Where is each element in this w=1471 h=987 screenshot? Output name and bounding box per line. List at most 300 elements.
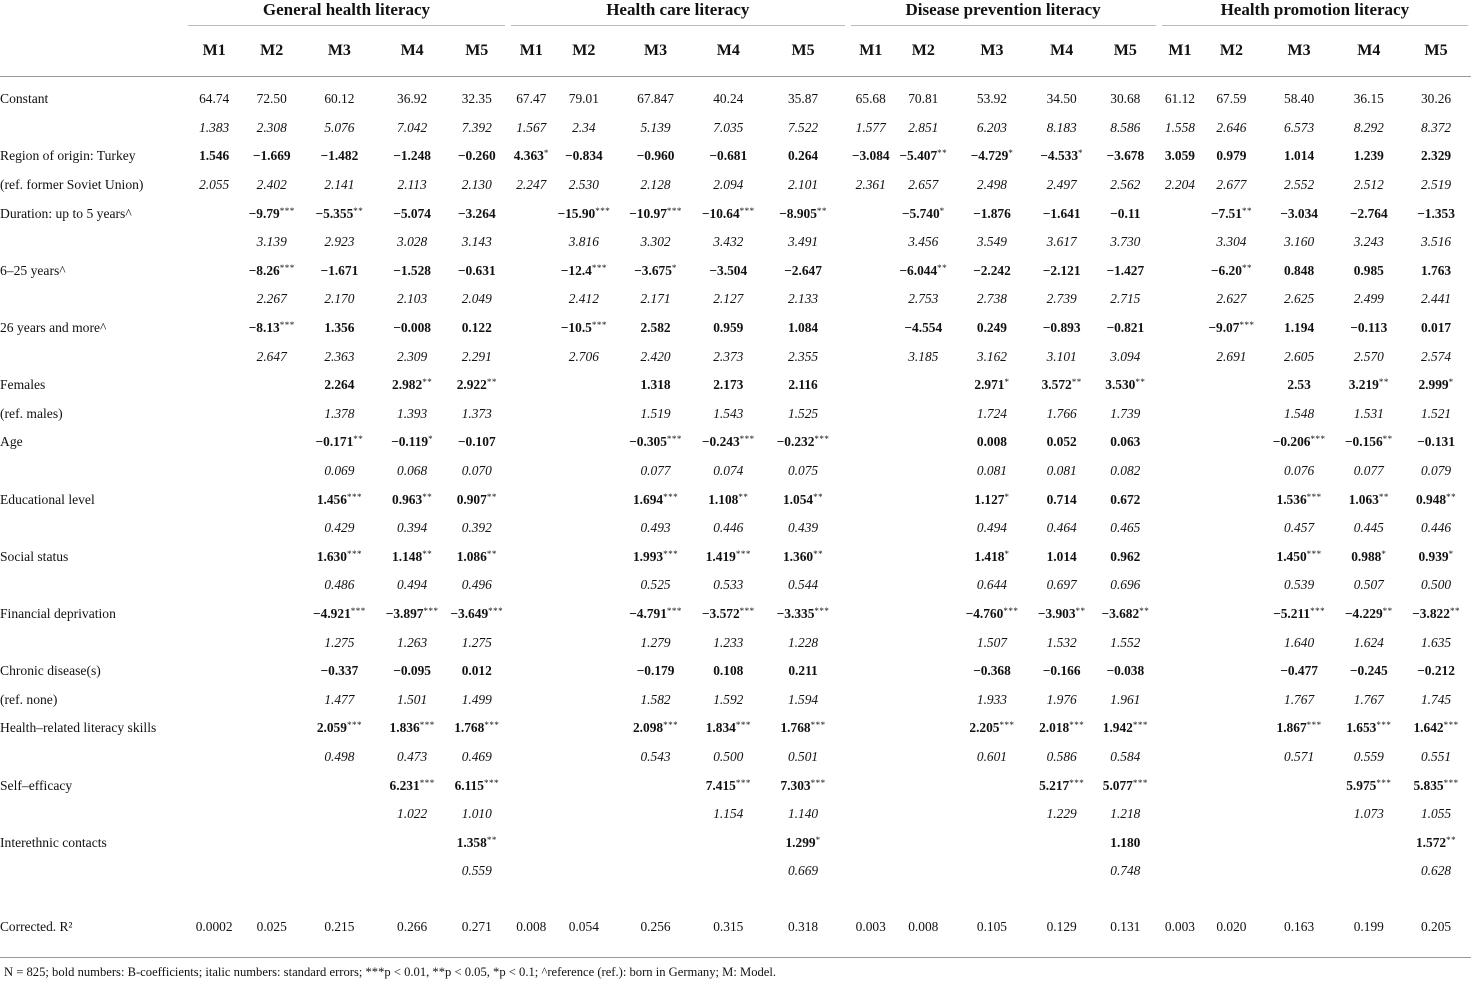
table-cell [1336, 314, 1401, 343]
cell-value: −2.647 [784, 262, 822, 278]
row-label [0, 514, 185, 543]
row-label: Duration: up to 5 years^ [0, 205, 132, 221]
row-label: 26 years and more^ [0, 320, 107, 336]
table-cell [1336, 142, 1401, 171]
table-cell [698, 199, 759, 228]
cell-value: −0.305 [629, 434, 667, 450]
corrected-r2-value: 0.131 [1110, 918, 1141, 934]
table-cell [243, 428, 300, 457]
table-cell [508, 600, 554, 629]
table-cell [894, 485, 953, 514]
cell-value: 0.672 [1110, 491, 1141, 507]
table-cell [1262, 314, 1337, 343]
table-cell [1092, 800, 1159, 829]
table-row-coefficients [0, 85, 1471, 114]
table-cell [379, 743, 446, 772]
cell-value: 6.203 [976, 119, 1008, 135]
table-cell [759, 771, 848, 800]
cell-value: 5.975 [1346, 777, 1377, 793]
corrected-r2-value: 0.256 [640, 918, 671, 934]
significance-stars: *** [1306, 548, 1322, 559]
table-cell [379, 257, 446, 286]
cell-value: 2.113 [397, 177, 427, 193]
cell-value: −0.206 [1272, 434, 1311, 450]
table-cell [613, 228, 698, 257]
table-cell [1262, 743, 1337, 772]
table-cell [1262, 828, 1337, 857]
table-cell [1159, 628, 1201, 657]
table-cell [508, 457, 554, 486]
table-cell [848, 800, 894, 829]
corrected-r2-value: 0.199 [1353, 918, 1384, 934]
cell-value: 8.292 [1353, 119, 1384, 135]
table-cell [1201, 800, 1262, 829]
table-cell [555, 457, 614, 486]
cell-value: −1.876 [973, 205, 1011, 221]
cell-value: 1.933 [976, 691, 1008, 707]
cell-value: 1.054 [782, 491, 814, 507]
significance-stars: *** [346, 548, 362, 559]
table-cell [185, 543, 244, 572]
cell-value: 2.128 [640, 177, 671, 193]
cell-value: 3.143 [461, 234, 492, 250]
cell-value: 1.194 [1284, 320, 1315, 336]
significance-stars: *** [739, 205, 755, 216]
table-cell [953, 199, 1032, 228]
cell-value: 3.304 [1216, 234, 1247, 250]
table-cell [508, 857, 554, 886]
cell-value: 0.644 [976, 577, 1008, 593]
corrected-r2-value: 0.105 [976, 918, 1008, 934]
table-cell [1031, 771, 1092, 800]
table-cell [613, 199, 698, 228]
table-cell [1159, 857, 1201, 886]
cell-value: 1.299 [785, 834, 816, 850]
significance-stars: * [428, 434, 434, 445]
table-cell [759, 800, 848, 829]
cell-value: 0.079 [1420, 463, 1452, 479]
table-cell [1201, 400, 1262, 429]
table-cell [848, 828, 894, 857]
cell-value: 1.867 [1276, 720, 1307, 736]
table-cell [1262, 857, 1337, 886]
table-row-standard-errors [0, 285, 1471, 314]
significance-stars: *** [814, 605, 830, 616]
table-cell [1031, 800, 1092, 829]
row-label [0, 571, 185, 600]
cell-value: 0.069 [324, 463, 355, 479]
cell-value: 0.496 [461, 577, 492, 593]
cell-value: 2.53 [1287, 377, 1311, 393]
table-cell [894, 171, 953, 200]
table-cell [1201, 428, 1262, 457]
table-row-standard-errors [0, 228, 1471, 257]
table-cell [698, 371, 759, 400]
cell-value: 7.303 [780, 777, 811, 793]
cell-value: 2.739 [1046, 291, 1077, 307]
table-cell [848, 771, 894, 800]
table-cell [1336, 657, 1401, 686]
significance-stars: ** [1139, 605, 1150, 616]
table-cell [953, 85, 1032, 114]
table-cell [848, 342, 894, 371]
cell-value: 0.696 [1110, 577, 1141, 593]
table-cell [953, 628, 1032, 657]
table-cell [1401, 857, 1471, 886]
significance-stars: *** [1132, 777, 1148, 788]
cell-value: 1.073 [1353, 806, 1384, 822]
cell-value: 0.068 [397, 463, 428, 479]
cell-value: 0.469 [461, 748, 492, 764]
table-cell [555, 514, 614, 543]
cell-value: 3.162 [976, 348, 1008, 364]
table-cell [300, 828, 379, 857]
cell-value: 3.530 [1105, 377, 1136, 393]
cell-value: 1.239 [1353, 148, 1384, 164]
table-cell [1401, 257, 1471, 286]
cell-value: 1.766 [1046, 405, 1077, 421]
table-cell [1092, 457, 1159, 486]
table-cell [953, 485, 1032, 514]
table-row-standard-errors [0, 457, 1471, 486]
table-cell [1401, 199, 1471, 228]
significance-stars: *** [810, 777, 826, 788]
table-cell [508, 743, 554, 772]
cell-value: 64.74 [199, 91, 230, 107]
table-cell [953, 142, 1032, 171]
table-cell [1092, 543, 1159, 572]
table-cell [1201, 685, 1262, 714]
table-cell [1201, 485, 1262, 514]
table-cell [1092, 228, 1159, 257]
cell-value: 1.531 [1353, 405, 1384, 421]
significance-stars: ** [1382, 434, 1393, 445]
cell-value: 1.358 [456, 834, 487, 850]
table-cell [953, 114, 1032, 143]
table-cell [1401, 828, 1471, 857]
cell-value: 1.450 [1276, 548, 1307, 564]
cell-value: −0.038 [1106, 663, 1145, 679]
cell-value: 2.646 [1216, 119, 1247, 135]
cell-value: 3.730 [1110, 234, 1141, 250]
table-cell [848, 142, 894, 171]
significance-stars: ** [486, 548, 497, 559]
table-cell [848, 543, 894, 572]
cell-value: −0.631 [457, 262, 496, 278]
cell-value: 67.47 [516, 91, 547, 107]
table-cell [445, 400, 508, 429]
cell-value: 1.546 [199, 148, 230, 164]
cell-value: 0.586 [1046, 748, 1077, 764]
table-cell [953, 371, 1032, 400]
table-cell [1092, 514, 1159, 543]
table-cell [1201, 714, 1262, 743]
table-cell [1401, 228, 1471, 257]
cell-value: 5.217 [1039, 777, 1070, 793]
model-corner-cell [0, 26, 185, 77]
significance-stars: ** [486, 377, 497, 388]
table-row-coefficients [0, 142, 1471, 171]
table-cell [613, 314, 698, 343]
table-cell [759, 743, 848, 772]
cell-value: 30.68 [1110, 91, 1141, 107]
table-cell [1159, 85, 1201, 114]
cell-value: 2.574 [1420, 348, 1452, 364]
table-cell [300, 371, 379, 400]
significance-stars: ** [1241, 205, 1252, 216]
cell-value: 0.429 [324, 520, 355, 536]
table-cell [379, 571, 446, 600]
table-cell [508, 571, 554, 600]
table-cell [848, 657, 894, 686]
table-cell [1401, 400, 1471, 429]
cell-value: 0.457 [1284, 520, 1315, 536]
table-cell [300, 743, 379, 772]
table-cell [613, 743, 698, 772]
cell-value: 2.309 [397, 348, 428, 364]
cell-value: −8.13 [248, 320, 280, 336]
cell-value: 0.081 [976, 463, 1008, 479]
significance-stars: ** [738, 491, 749, 502]
cell-value: 0.108 [713, 663, 744, 679]
table-cell [1201, 314, 1262, 343]
table-cell [848, 171, 894, 200]
table-cell [953, 514, 1032, 543]
table-cell [555, 142, 614, 171]
table-cell [379, 800, 446, 829]
cell-value: 0.571 [1284, 748, 1315, 764]
cell-value: 1.318 [640, 377, 671, 393]
cell-value: 2.267 [256, 291, 287, 307]
group-header-row [0, 0, 1471, 26]
row-label: 6–25 years^ [0, 262, 66, 278]
table-cell [698, 685, 759, 714]
cell-value: 0.012 [461, 663, 492, 679]
table-cell [379, 400, 446, 429]
table-cell [848, 457, 894, 486]
model-header-1-m1: M1 [185, 26, 244, 77]
table-cell [953, 400, 1032, 429]
cell-value: 0.748 [1110, 863, 1141, 879]
table-cell [759, 285, 848, 314]
cell-value: 3.185 [908, 348, 939, 364]
significance-stars: *** [419, 777, 435, 788]
cell-value: 1.592 [713, 691, 744, 707]
cell-value: 1.055 [1420, 806, 1452, 822]
cell-value: 0.500 [713, 748, 744, 764]
cell-value: 0.601 [976, 748, 1008, 764]
table-cell [1262, 600, 1337, 629]
table-cell [1159, 485, 1201, 514]
table-cell [894, 743, 953, 772]
table-cell [953, 714, 1032, 743]
table-cell [508, 342, 554, 371]
cell-value: 1.653 [1346, 720, 1377, 736]
table-cell [894, 314, 953, 343]
model-header-4-m4: M4 [1336, 26, 1401, 77]
table-cell [613, 114, 698, 143]
table-cell [185, 457, 244, 486]
table-cell [1092, 400, 1159, 429]
table-cell [445, 657, 508, 686]
cell-value: 1.228 [787, 634, 819, 650]
corrected-r2-value: 0.0002 [195, 918, 233, 934]
cell-value: 2.264 [324, 377, 355, 393]
table-cell [555, 857, 614, 886]
table-cell [698, 628, 759, 657]
model-header-row [0, 26, 1471, 77]
table-cell [759, 142, 848, 171]
table-cell [379, 85, 446, 114]
cell-value: 0.017 [1420, 320, 1452, 336]
cell-value: 0.081 [1046, 463, 1077, 479]
cell-value: 1.548 [1284, 405, 1315, 421]
table-cell [1336, 857, 1401, 886]
table-cell [613, 485, 698, 514]
cell-value: −5.211 [1273, 605, 1311, 621]
cell-value: −7.51 [1210, 205, 1242, 221]
table-cell [300, 285, 379, 314]
table-cell [1092, 714, 1159, 743]
table-cell [894, 657, 953, 686]
table-cell [1336, 228, 1401, 257]
cell-value: 1.768 [454, 720, 485, 736]
table-cell [759, 228, 848, 257]
table-cell [185, 771, 244, 800]
table-cell [1159, 285, 1201, 314]
model-header-2-m2: M2 [555, 26, 614, 77]
corrected-r2-value: 0.025 [256, 918, 287, 934]
cell-value: −0.681 [709, 148, 748, 164]
table-cell [555, 685, 614, 714]
cell-value: 1.630 [316, 548, 347, 564]
cell-value: 0.074 [713, 463, 744, 479]
table-cell [1401, 714, 1471, 743]
cell-value: 2.512 [1353, 177, 1384, 193]
row-label [0, 628, 185, 657]
table-cell [445, 685, 508, 714]
cell-value: 1.635 [1420, 634, 1452, 650]
cell-value: 1.525 [787, 405, 819, 421]
cell-value: 1.127 [974, 491, 1005, 507]
table-cell [1336, 571, 1401, 600]
cell-value: 0.539 [1284, 577, 1315, 593]
table-cell [185, 828, 244, 857]
table-cell [1159, 257, 1201, 286]
model-header-4-m1: M1 [1159, 26, 1201, 77]
significance-stars: * [1004, 377, 1010, 388]
cell-value: 1.767 [1353, 691, 1384, 707]
table-cell [445, 600, 508, 629]
table-cell [1262, 685, 1337, 714]
cell-value: 3.617 [1046, 234, 1077, 250]
significance-stars: *** [663, 548, 679, 559]
model-header-2-m3: M3 [613, 26, 698, 77]
table-cell [445, 571, 508, 600]
table-cell [508, 485, 554, 514]
row-label: Interethnic contacts [0, 834, 107, 850]
significance-stars: *** [666, 434, 682, 445]
table-cell [848, 600, 894, 629]
table-cell [445, 514, 508, 543]
corrected-r2-value: 0.003 [1164, 918, 1195, 934]
table-cell [379, 657, 446, 686]
table-cell [1031, 114, 1092, 143]
table-cell [759, 514, 848, 543]
table-cell [1262, 114, 1337, 143]
table-cell [953, 257, 1032, 286]
table-cell [1401, 457, 1471, 486]
cell-value: 0.533 [713, 577, 744, 593]
table-cell [445, 142, 508, 171]
cell-value: −0.368 [973, 663, 1011, 679]
cell-value: 1.233 [713, 634, 744, 650]
cell-value: 3.816 [568, 234, 599, 250]
table-cell [848, 628, 894, 657]
table-cell [1159, 228, 1201, 257]
table-cell [1031, 571, 1092, 600]
row-label: (ref. none) [0, 691, 58, 707]
significance-stars: ** [1449, 605, 1460, 616]
table-cell [1401, 571, 1471, 600]
table-cell [243, 685, 300, 714]
table-cell [613, 600, 698, 629]
table-cell [759, 314, 848, 343]
significance-stars: *** [1069, 720, 1085, 731]
table-row-coefficients [0, 714, 1471, 743]
model-header-2-m1: M1 [508, 26, 554, 77]
cell-value: 2.851 [908, 119, 939, 135]
table-cell [379, 314, 446, 343]
cell-value: 0.962 [1110, 548, 1141, 564]
row-label: Females [0, 377, 46, 393]
table-cell [300, 400, 379, 429]
table-cell [848, 485, 894, 514]
table-cell [848, 514, 894, 543]
table-cell [185, 342, 244, 371]
cell-value: 3.549 [976, 234, 1008, 250]
table-row-coefficients [0, 771, 1471, 800]
cell-value: −3.897 [385, 605, 424, 621]
cell-value: 2.141 [324, 177, 355, 193]
cell-value: 1.694 [632, 491, 664, 507]
table-cell [848, 571, 894, 600]
cell-value: 2.677 [1216, 177, 1247, 193]
table-cell [1201, 457, 1262, 486]
cell-value: 1.140 [787, 806, 819, 822]
cell-value: −2.764 [1349, 205, 1388, 221]
table-cell [243, 600, 300, 629]
table-cell [848, 428, 894, 457]
table-cell [445, 114, 508, 143]
table-cell [848, 114, 894, 143]
table-cell [555, 314, 614, 343]
table-cell [613, 257, 698, 286]
cell-value: 0.498 [324, 748, 355, 764]
table-cell [508, 199, 554, 228]
corrected-r2-value: 0.163 [1284, 918, 1315, 934]
cell-value: 1.768 [780, 720, 811, 736]
bottom-rule [0, 957, 1471, 958]
table-cell [1092, 828, 1159, 857]
cell-value: −0.156 [1344, 434, 1383, 450]
table-cell [1201, 85, 1262, 114]
cell-value: −5.740 [901, 205, 940, 221]
model-header-2-m4: M4 [698, 26, 759, 77]
table-cell [1201, 771, 1262, 800]
table-cell [300, 543, 379, 572]
table-cell [848, 400, 894, 429]
